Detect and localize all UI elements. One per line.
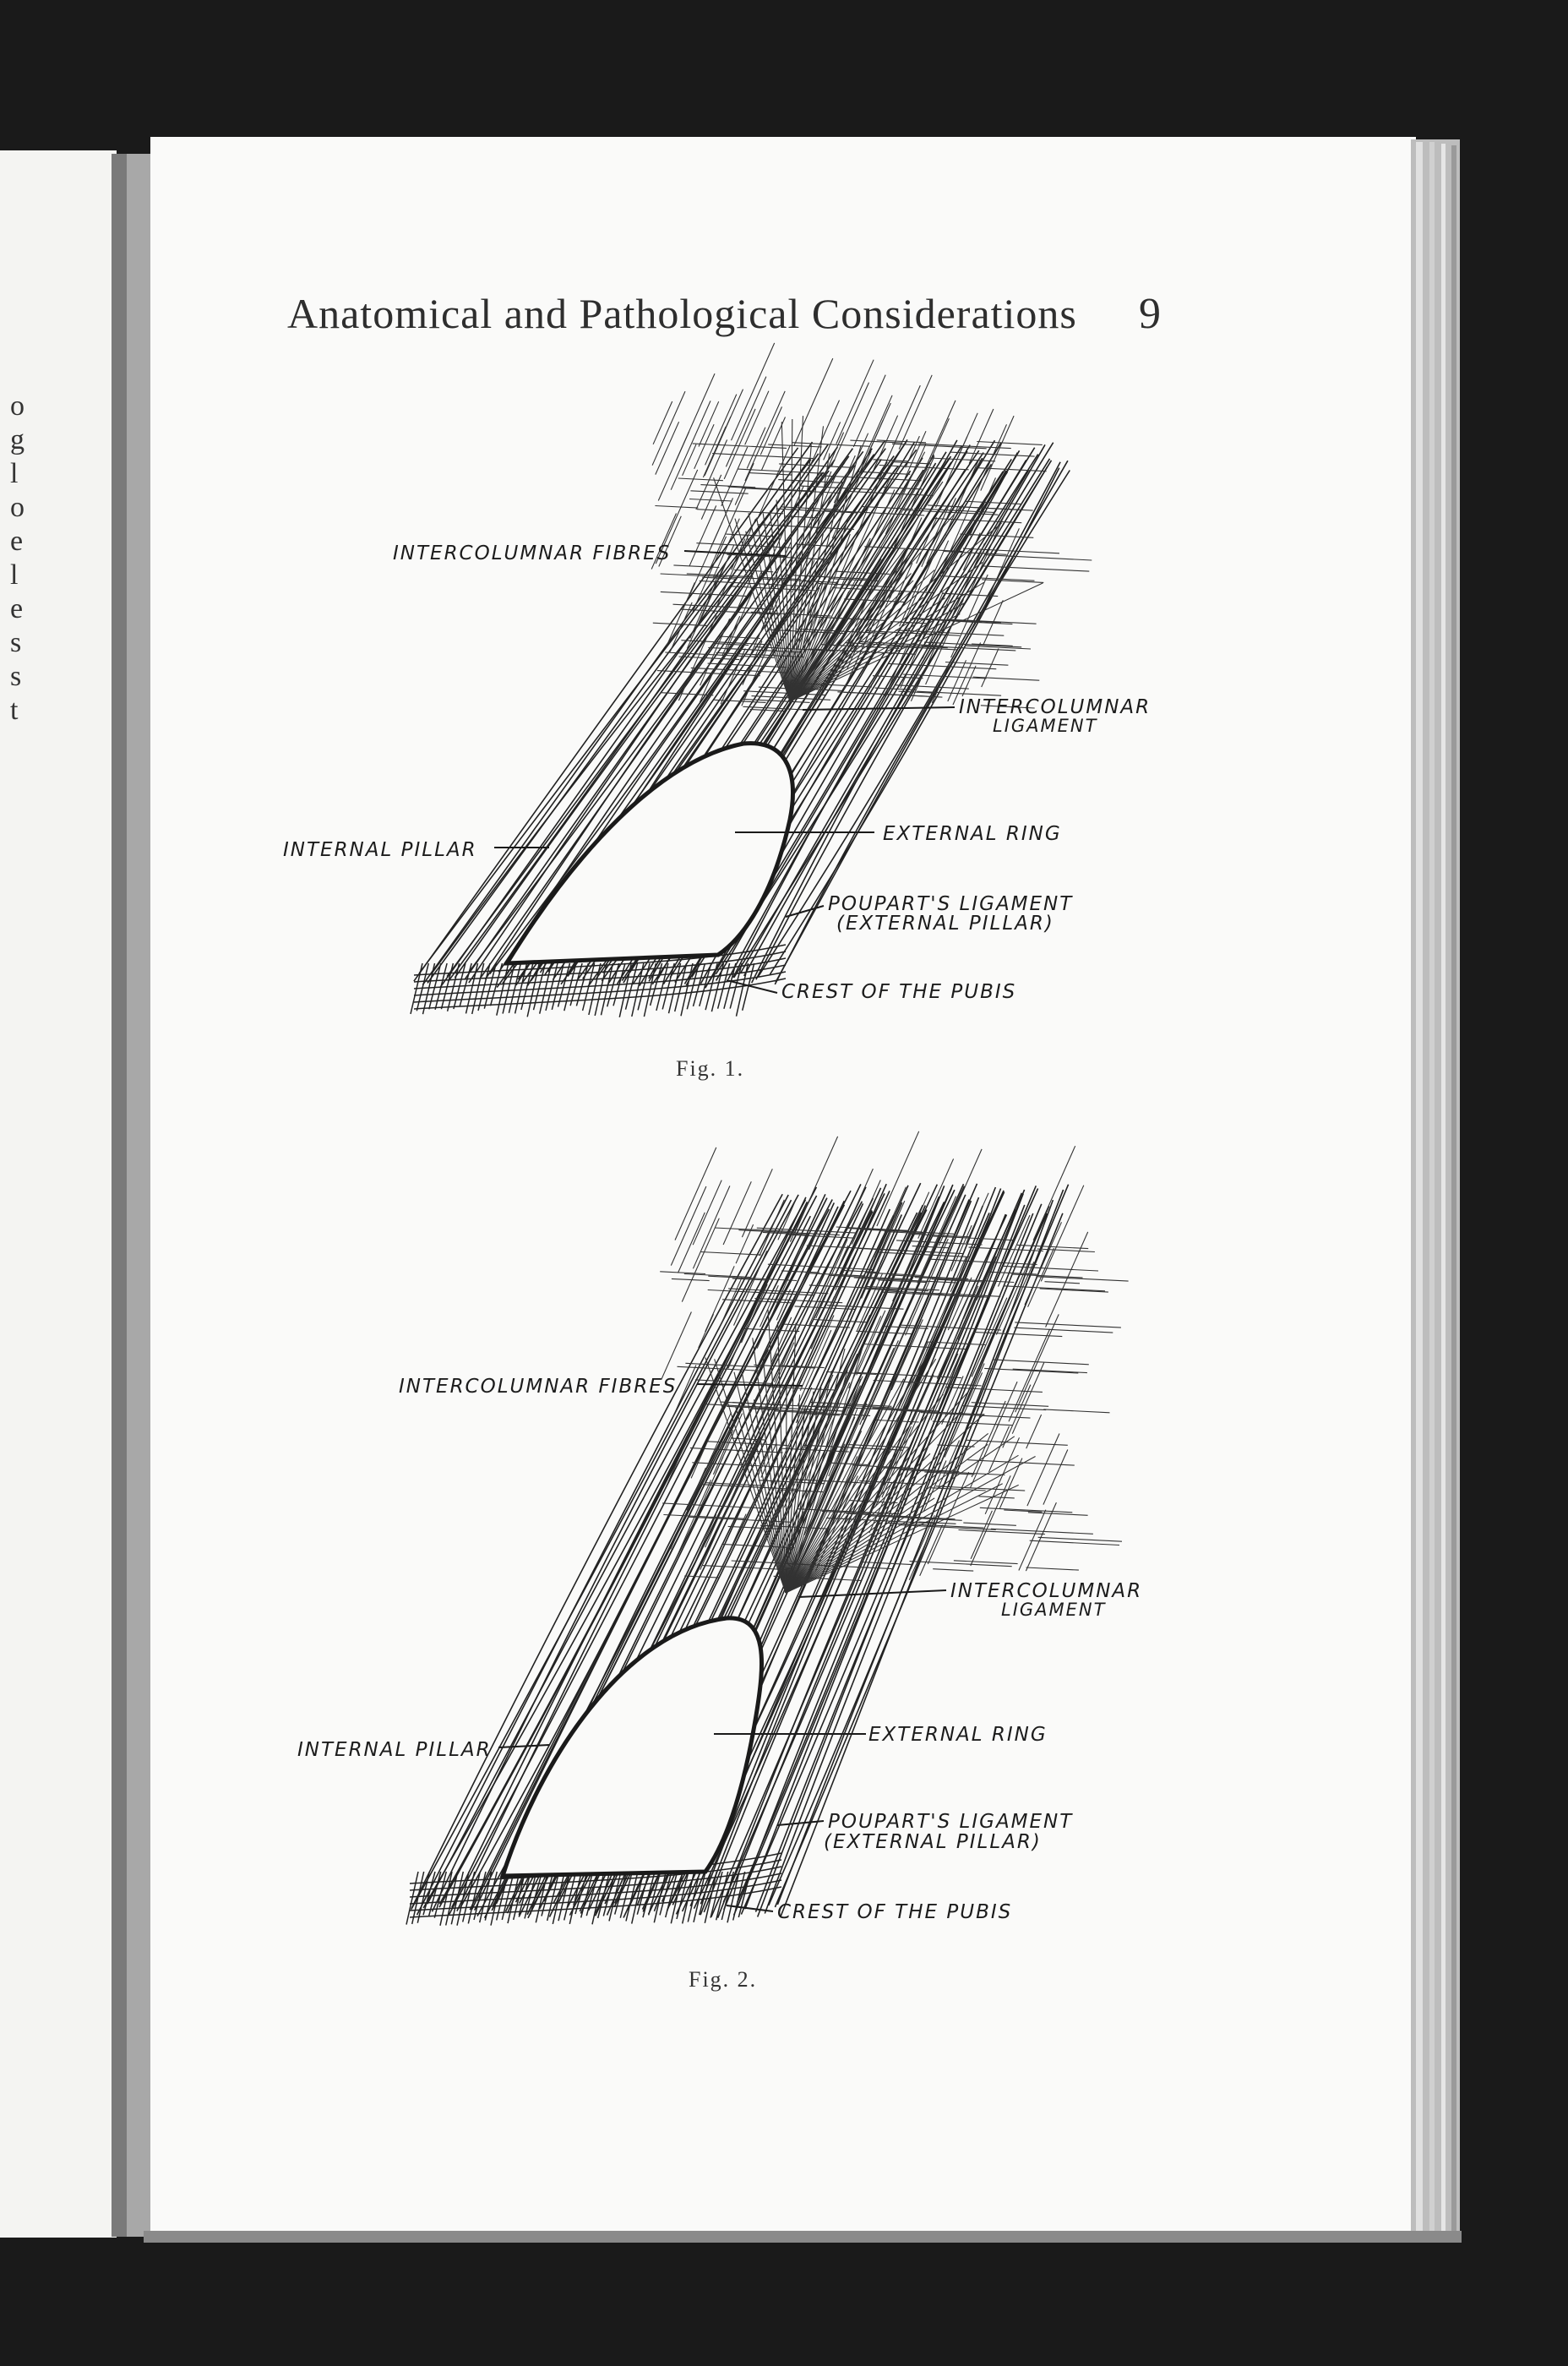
fig1-label-pouparts: POUPART'S LIGAMENT [828, 893, 1074, 915]
margin-char: e [10, 593, 24, 624]
margin-char: e [10, 526, 24, 557]
fig2-label-intercolumnar-fibres: INTERCOLUMNAR FIBRES [399, 1376, 678, 1398]
margin-char: l [10, 559, 19, 591]
margin-char: o [10, 492, 24, 523]
fig2-label-internal-pillar: INTERNAL PILLAR [297, 1739, 492, 1761]
fig1-label-ligament: LIGAMENT [993, 716, 1098, 736]
fig1-label-crest: CREST OF THE PUBIS [781, 981, 1017, 1003]
page-number: 9 [1139, 290, 1161, 338]
margin-char: s [10, 661, 22, 692]
margin-char: o [10, 390, 24, 422]
figure-1-caption: Fig. 1. [676, 1056, 745, 1081]
fig1-label-internal-pillar: INTERNAL PILLAR [283, 839, 477, 861]
running-head: Anatomical and Pathological Considerations [287, 290, 1077, 337]
fig2-label-crest: CREST OF THE PUBIS [777, 1901, 1013, 1923]
fig1-label-external-pillar: (EXTERNAL PILLAR) [836, 913, 1054, 935]
fig2-label-ligament: LIGAMENT [1001, 1600, 1107, 1620]
fig2-label-external-pillar: (EXTERNAL PILLAR) [824, 1831, 1042, 1853]
margin-char: g [10, 424, 24, 455]
figure-2-caption: Fig. 2. [689, 1967, 758, 1992]
fig2-label-external-ring: EXTERNAL RING [868, 1724, 1048, 1746]
fig2-label-pouparts: POUPART'S LIGAMENT [828, 1811, 1074, 1833]
fig1-label-intercolumnar-ligament: INTERCOLUMNAR [959, 696, 1152, 718]
margin-char: l [10, 458, 19, 489]
margin-char: t [10, 695, 19, 726]
fig1-label-external-ring: EXTERNAL RING [883, 823, 1062, 845]
fig2-label-intercolumnar-ligament: INTERCOLUMNAR [950, 1580, 1143, 1602]
margin-char: s [10, 627, 22, 658]
fig1-label-intercolumnar-fibres: INTERCOLUMNAR FIBRES [393, 542, 672, 564]
